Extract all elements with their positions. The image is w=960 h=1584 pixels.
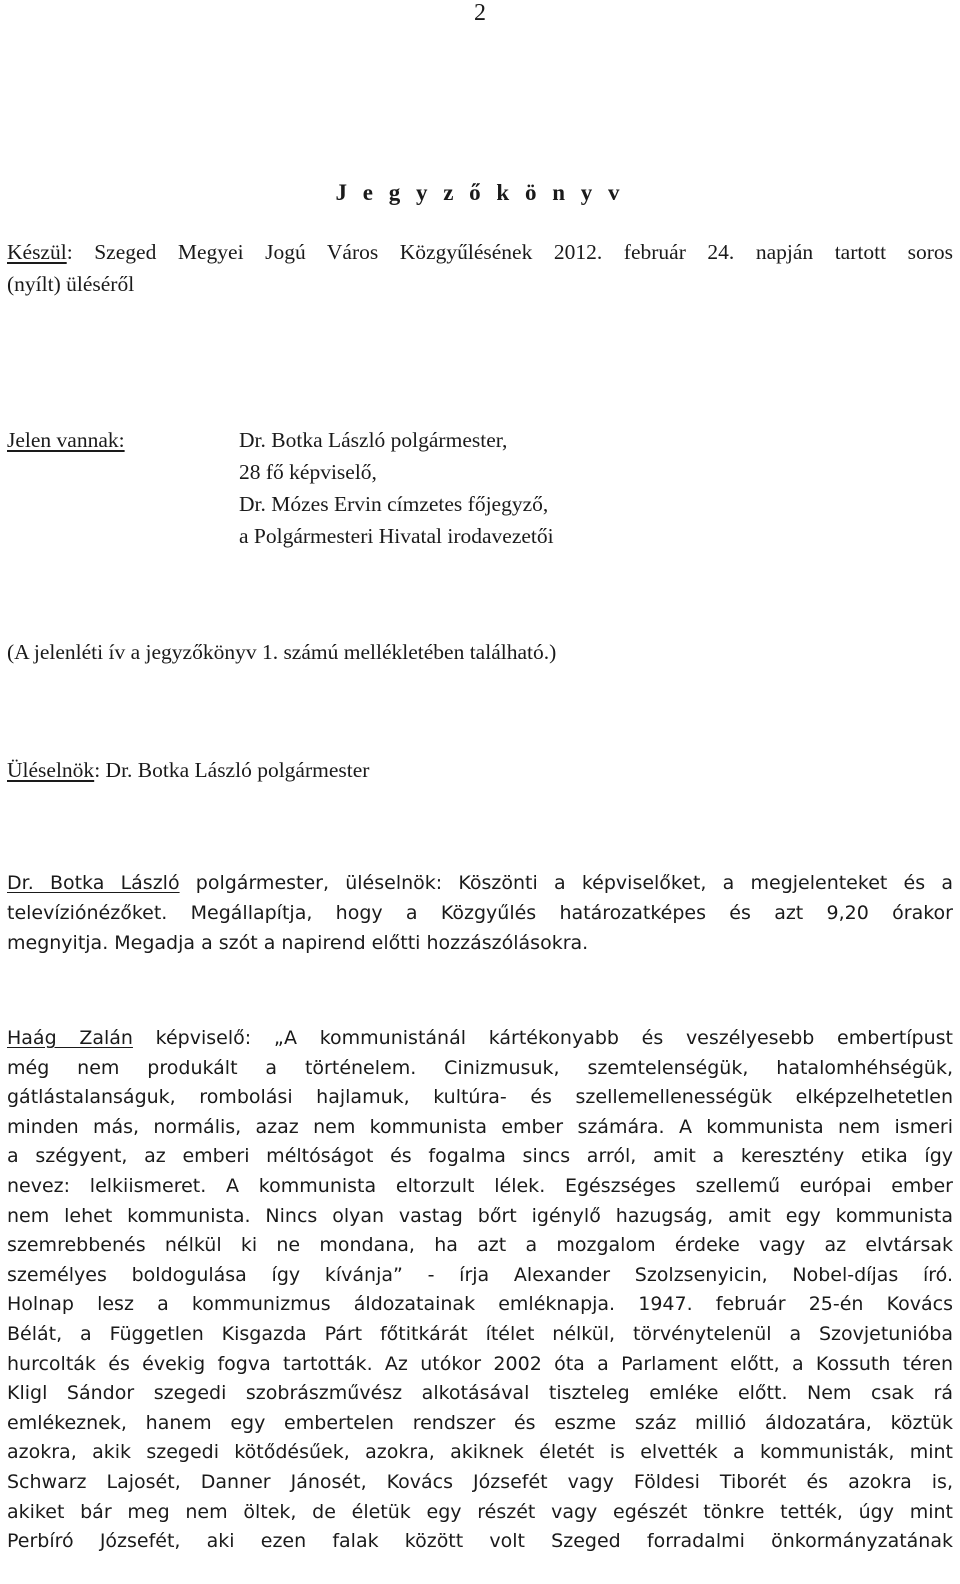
paragraph-line: azokra, akik szegedi kötődésűek, azokra, akiknek életét is elvették a kommunisták, mint — [7, 1441, 953, 1464]
jelen-vannak-list — [239, 424, 554, 552]
uleselnok-label: Üléselnök — [7, 758, 95, 782]
speaker-name: Haág Zalán — [7, 1027, 133, 1049]
attendee-item: Dr. Mózes Ervin címzetes főjegyző, — [239, 492, 549, 516]
paragraph-line: megnyitja. Megadja a szót a napirend előtti hozzászólásokra. — [7, 932, 589, 954]
paragraph-line: hurcolták és évekig fogva tartották. Az utókor 2002 óta a Parlament előtt, a Kossuth téren — [7, 1352, 953, 1375]
paragraph-line — [7, 1024, 953, 1054]
paragraph-line: minden más, normális, azaz nem kommunista ember számára. A kommunista nem ismeri — [7, 1115, 953, 1138]
paragraph-line: még nem produkált a történelem. Cinizmusuk, szemtelenségük, hatalomhéhségük, — [7, 1056, 953, 1079]
paragraph-line: Kligl Sándor szegedi szobrászművész alkotásával tiszteleg emléke előtt. Nem csak rá — [7, 1382, 953, 1405]
document-title: J e g y z ő k ö n y v — [335, 180, 625, 205]
jelen-vannak-label: Jelen vannak: — [7, 428, 125, 452]
paragraph-line: emlékeznek, hanem egy embertelen rendszer és eszme száz millió áldozatára, köztük — [7, 1411, 953, 1434]
uleselnok-line — [7, 754, 953, 786]
paragraph-line: akiket bár meg nem öltek, de életük egy részét vagy egészét tönkre tették, úgy mint — [7, 1500, 953, 1523]
attendee-item: Dr. Botka László polgármester, — [239, 428, 508, 452]
paragraph-line: nevez: lelkiismeret. A kommunista eltorzult lélek. Egészséges szellemű európai ember — [7, 1174, 953, 1197]
line-text: polgármester, üléselnök: Köszönti a képviselőket, a megjelenteket és a — [179, 872, 953, 894]
page-number: 2 — [474, 0, 486, 26]
keszul-paragraph — [7, 236, 953, 300]
paragraph-line: a szégyent, az emberi méltóságot és fogalma sincs arról, amit a keresztény etika így — [7, 1145, 953, 1168]
paragraph-line: szemrebbenés nélkül ki ne mondana, ha azt a mozgalom érdeke vagy az elvtársak — [7, 1234, 953, 1257]
haag-paragraph — [7, 1024, 953, 1557]
line-text: képviselő: „A kommunistánál kártékonyabb és veszélyesebb embertípust — [132, 1027, 953, 1049]
paragraph-line: személyes boldogulása így kívánja” - írja Alexander Szolzsenyicin, Nobel-díjas író. — [7, 1263, 953, 1286]
paragraph-line: Bélát, a Független Kisgazda Párt főtitkárát ítélet nélkül, törvénytelenül a Szovjetunióba — [7, 1322, 953, 1345]
keszul-line-1 — [7, 236, 953, 268]
keszul-line-2: (nyílt) üléséről — [7, 272, 135, 296]
paragraph-line: televíziónézőket. Megállapítja, hogy a Közgyűlés határozatképes és azt 9,20 órakor — [7, 902, 953, 924]
speaker-name: Dr. Botka László — [7, 872, 180, 894]
keszul-label: Készül — [7, 240, 67, 264]
paragraph-line: Perbíró Józsefét, aki ezen falak között volt Szeged forradalmi önkormányzatának — [7, 1530, 953, 1553]
paragraph-line — [7, 868, 953, 898]
jelenleti-note: (A jelenléti ív a jegyzőkönyv 1. számú mellékletében található.) — [7, 640, 557, 664]
paragraph-line: nem lehet kommunista. Nincs olyan vastag bőrt igénylő hazugság, amit egy kommunista — [7, 1204, 953, 1227]
attendee-item: a Polgármesteri Hivatal irodavezetői — [239, 524, 554, 548]
uleselnok-text: : Dr. Botka László polgármester — [94, 758, 370, 782]
paragraph-line: gátlástalanságuk, rombolási hajlamuk, kultúra- és szellemellenességük elképzelhetetlen — [7, 1086, 953, 1109]
paragraph-line: Holnap lesz a kommunizmus áldozatainak emléknapja. 1947. február 25-én Kovács — [7, 1293, 953, 1316]
attendee-item: 28 fő képviselő, — [239, 460, 377, 484]
keszul-text-1: : Szeged Megyei Jogú Város Közgyűlésének 2012. február 24. napján tartott soros — [66, 240, 953, 264]
botka-paragraph — [7, 868, 953, 958]
paragraph-line: Schwarz Lajosét, Danner Jánosét, Kovács Józsefét vagy Földesi Tiborét és azokra is, — [7, 1470, 953, 1493]
